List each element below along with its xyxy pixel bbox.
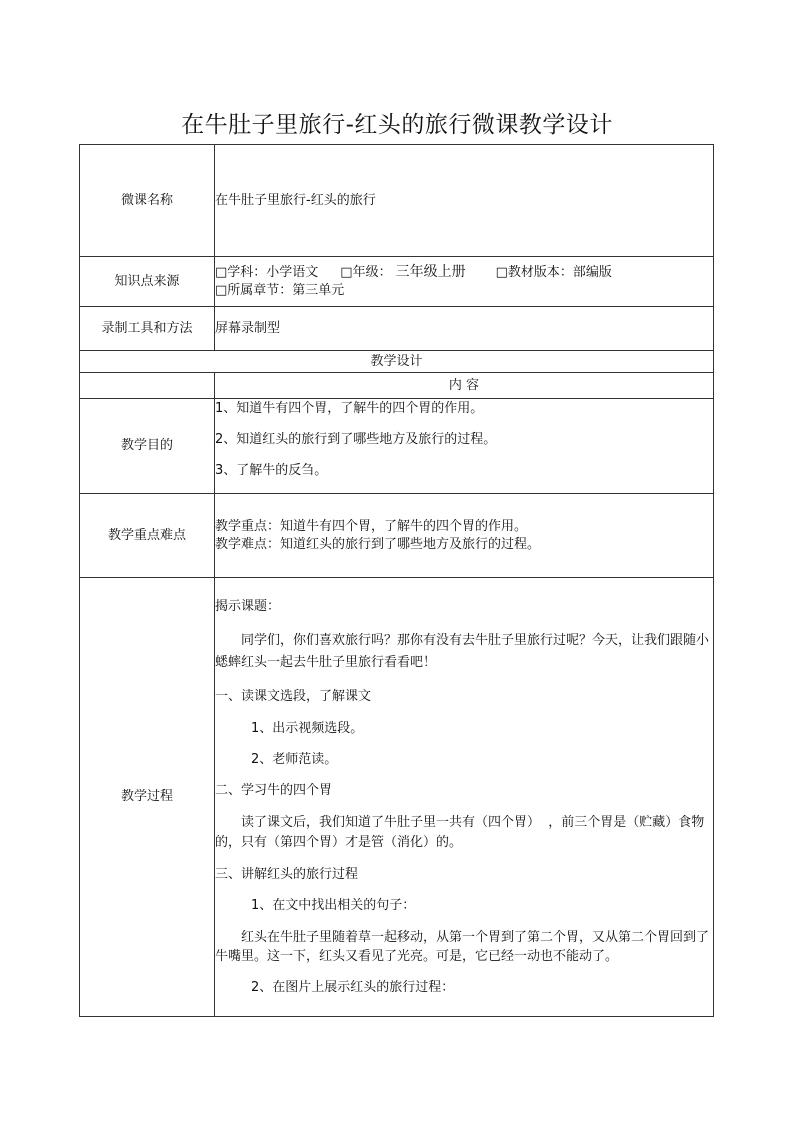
empty-label-cell <box>80 373 215 399</box>
value-course-name: 在牛肚子里旅行-红头的旅行 <box>215 145 714 257</box>
part3-text: 红头在牛肚子里随着草一起移动，从第一个胃到了第二个胃，又从第二个胃回到了牛嘴里。这一下，红头又看见了光亮。可是，它已经一动也不能动了。 <box>215 930 710 964</box>
part3-item: 1、在文中找出相关的句子： <box>251 898 416 913</box>
value-goals <box>215 399 714 494</box>
part2-text: 读了课文后，我们知道了牛肚子里一共有（四个胃） ，前三个胃是（贮藏）食物的，只有（第四个胃）才是管（消化）的。 <box>215 815 705 850</box>
label-goals: 教学目的 <box>80 399 215 494</box>
goal-item: 1、知道牛有四个胃，了解牛的四个胃的作用。 <box>215 401 484 416</box>
value-tools: 屏幕录制型 <box>215 307 714 351</box>
part3-heading: 三、讲解红头的旅行过程 <box>215 867 359 882</box>
key-difficulty: 教学难点：知道红头的旅行到了哪些地方及旅行的过程。 <box>215 536 541 552</box>
row-key-points <box>80 494 714 578</box>
document-title: 在牛肚子里旅行-红头的旅行微课教学设计 <box>181 112 613 138</box>
row-content-header <box>80 373 714 399</box>
label-source: 知识点来源 <box>80 257 215 307</box>
section-header-design: 教学设计 <box>80 351 714 373</box>
row-course-name <box>80 145 714 257</box>
lesson-plan-table <box>79 144 714 1017</box>
row-design-header <box>80 351 714 373</box>
grade-field: □年级： <box>340 265 392 280</box>
part1-item: 1、出示视频选段。 <box>251 721 364 736</box>
intro-text: 同学们，你们喜欢旅行吗？那你有没有去牛肚子里旅行过呢？今天，让我们跟随小蟋蟀红头一起去牛肚子里旅行看看吧！ <box>215 633 710 670</box>
key-focus: 教学重点：知道牛有四个胃，了解牛的四个胃的作用。 <box>215 518 528 534</box>
label-process: 教学过程 <box>80 578 215 1017</box>
intro-heading: 揭示课题： <box>215 599 281 614</box>
label-course-name: 微课名称 <box>80 145 215 257</box>
chapter-field: □所属章节：第三单元 <box>215 283 345 298</box>
section-header-content: 内 容 <box>215 373 714 399</box>
part3-item: 2、在图片上展示红头的旅行过程： <box>251 980 455 995</box>
label-key-points: 教学重点难点 <box>80 494 215 578</box>
row-process <box>80 578 714 1017</box>
part1-heading: 一、读课文选段，了解课文 <box>215 689 372 704</box>
row-tools <box>80 307 714 351</box>
goal-item: 3、了解牛的反刍。 <box>215 463 328 478</box>
part2-heading: 二、学习牛的四个胃 <box>215 783 333 798</box>
row-source <box>80 257 714 307</box>
part1-item: 2、老师范读。 <box>251 752 338 767</box>
label-tools: 录制工具和方法 <box>80 307 215 351</box>
edition-field: □教材版本：部编版 <box>495 265 612 280</box>
value-process <box>215 578 714 1017</box>
row-goals <box>80 399 714 494</box>
subject-field: □学科：小学语文 <box>215 265 319 280</box>
goal-item: 2、知道红头的旅行到了哪些地方及旅行的过程。 <box>215 432 497 447</box>
grade-value: 三年级上册 <box>395 264 466 280</box>
value-key-points <box>215 494 714 578</box>
value-source <box>215 257 714 307</box>
